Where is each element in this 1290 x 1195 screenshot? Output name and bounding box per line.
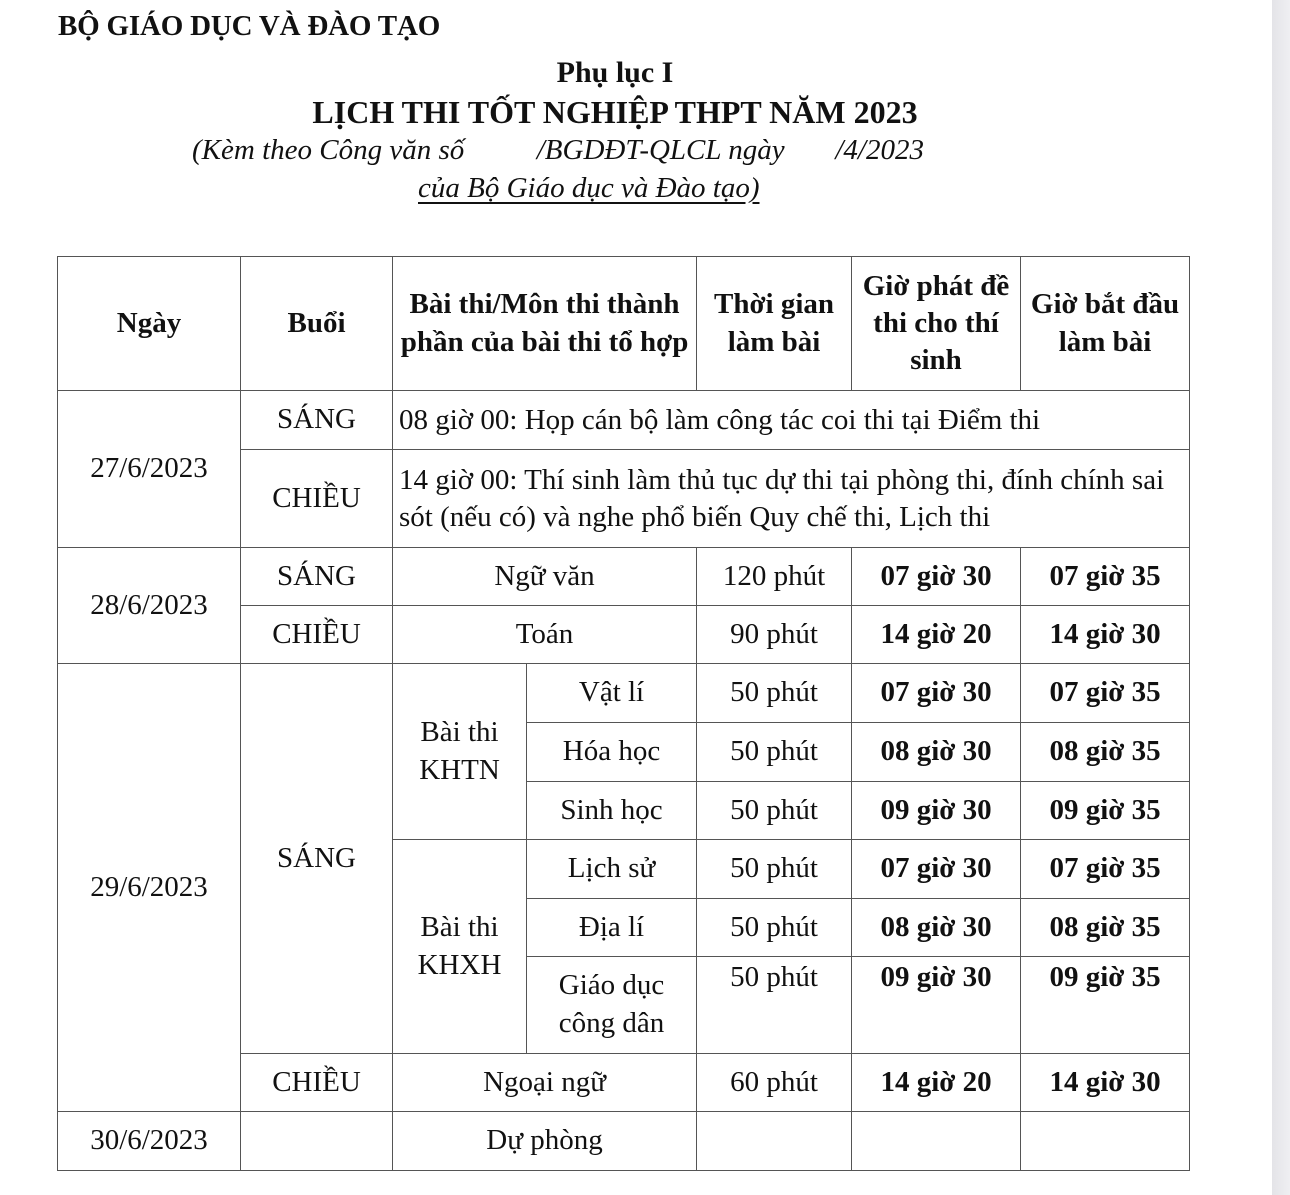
start-time-cell: 09 giờ 35 [1021,957,1190,1054]
header-date: Ngày [58,257,241,391]
table-row [58,1112,1190,1171]
distribution-time-cell: 09 giờ 30 [852,782,1021,840]
table-row [58,548,1190,606]
header-duration: Thời gian làm bài [697,257,852,391]
distribution-time-cell: 14 giờ 20 [852,606,1021,664]
note-cell: 08 giờ 00: Họp cán bộ làm công tác coi thi tại Điểm thi [393,391,1190,450]
subject-cell: Sinh học [527,782,697,840]
session-cell: CHIỀU [241,1054,393,1112]
subject-cell: Toán [393,606,697,664]
header-row [58,257,1190,391]
duration-cell: 60 phút [697,1054,852,1112]
note-cell: 14 giờ 00: Thí sinh làm thủ tục dự thi tại phòng thi, đính chính sai sót (nếu có) và nghe phổ biến Quy chế thi, Lịch thi [393,450,1190,548]
duration-cell: 50 phút [697,840,852,899]
group-cell: Bài thi KHTN [393,664,527,840]
subject-cell: Lịch sử [527,840,697,899]
duration-cell: 50 phút [697,664,852,723]
start-time-cell: 08 giờ 35 [1021,723,1190,782]
header-session: Buổi [241,257,393,391]
subject-cell: Ngoại ngữ [393,1054,697,1112]
subject-cell: Ngữ văn [393,548,697,606]
start-time-cell: 07 giờ 35 [1021,840,1190,899]
date-cell: 29/6/2023 [58,664,241,1112]
session-cell: SÁNG [241,664,393,1054]
appendix-label: Phụ lục I [556,56,674,89]
duration-cell: 50 phút [697,782,852,840]
duration-cell: 90 phút [697,606,852,664]
organization-name: BỘ GIÁO DỤC VÀ ĐÀO TẠO [58,10,441,42]
distribution-time-cell: 07 giờ 30 [852,840,1021,899]
subject-cell: Giáo dục công dân [527,957,697,1054]
session-cell [241,1112,393,1171]
page-edge-scroll-region [1272,0,1290,1195]
distribution-time-cell: 09 giờ 30 [852,957,1021,1054]
attachment-reference: (Kèm theo Công văn số /BGDĐT-QLCL ngày /4/2023 [192,134,924,166]
document-title: LỊCH THI TỐT NGHIỆP THPT NĂM 2023 [312,94,918,130]
table-row [58,664,1190,723]
distribution-time-cell [852,1112,1021,1171]
duration-cell: 50 phút [697,899,852,957]
start-time-cell: 09 giờ 35 [1021,782,1190,840]
session-cell: SÁNG [241,391,393,450]
date-cell: 28/6/2023 [58,548,241,664]
subject-cell: Địa lí [527,899,697,957]
distribution-time-cell: 14 giờ 20 [852,1054,1021,1112]
header-start-time: Giờ bắt đầu làm bài [1021,257,1190,391]
start-time-cell: 07 giờ 35 [1021,664,1190,723]
start-time-cell: 14 giờ 30 [1021,606,1190,664]
session-cell: CHIỀU [241,450,393,548]
table-row [58,391,1190,450]
distribution-time-cell: 08 giờ 30 [852,899,1021,957]
start-time-cell: 08 giờ 35 [1021,899,1190,957]
distribution-time-cell: 07 giờ 30 [852,664,1021,723]
header-subject: Bài thi/Môn thi thành phần của bài thi tổ hợp [393,257,697,391]
start-time-cell: 14 giờ 30 [1021,1054,1190,1112]
subject-cell: Dự phòng [393,1112,697,1171]
duration-cell: 120 phút [697,548,852,606]
group-cell: Bài thi KHXH [393,840,527,1054]
duration-cell: 50 phút [697,957,852,1054]
header-distribution-time: Giờ phát đề thi cho thí sinh [852,257,1021,391]
distribution-time-cell: 07 giờ 30 [852,548,1021,606]
session-cell: CHIỀU [241,606,393,664]
session-cell: SÁNG [241,548,393,606]
date-cell: 30/6/2023 [58,1112,241,1171]
start-time-cell: 07 giờ 35 [1021,548,1190,606]
subject-cell: Vật lí [527,664,697,723]
duration-cell: 50 phút [697,723,852,782]
date-cell: 27/6/2023 [58,391,241,548]
distribution-time-cell: 08 giờ 30 [852,723,1021,782]
duration-cell [697,1112,852,1171]
subject-cell: Hóa học [527,723,697,782]
start-time-cell [1021,1112,1190,1171]
attachment-issuer: của Bộ Giáo dục và Đào tạo) [418,172,760,204]
exam-schedule-table [57,256,1190,1171]
